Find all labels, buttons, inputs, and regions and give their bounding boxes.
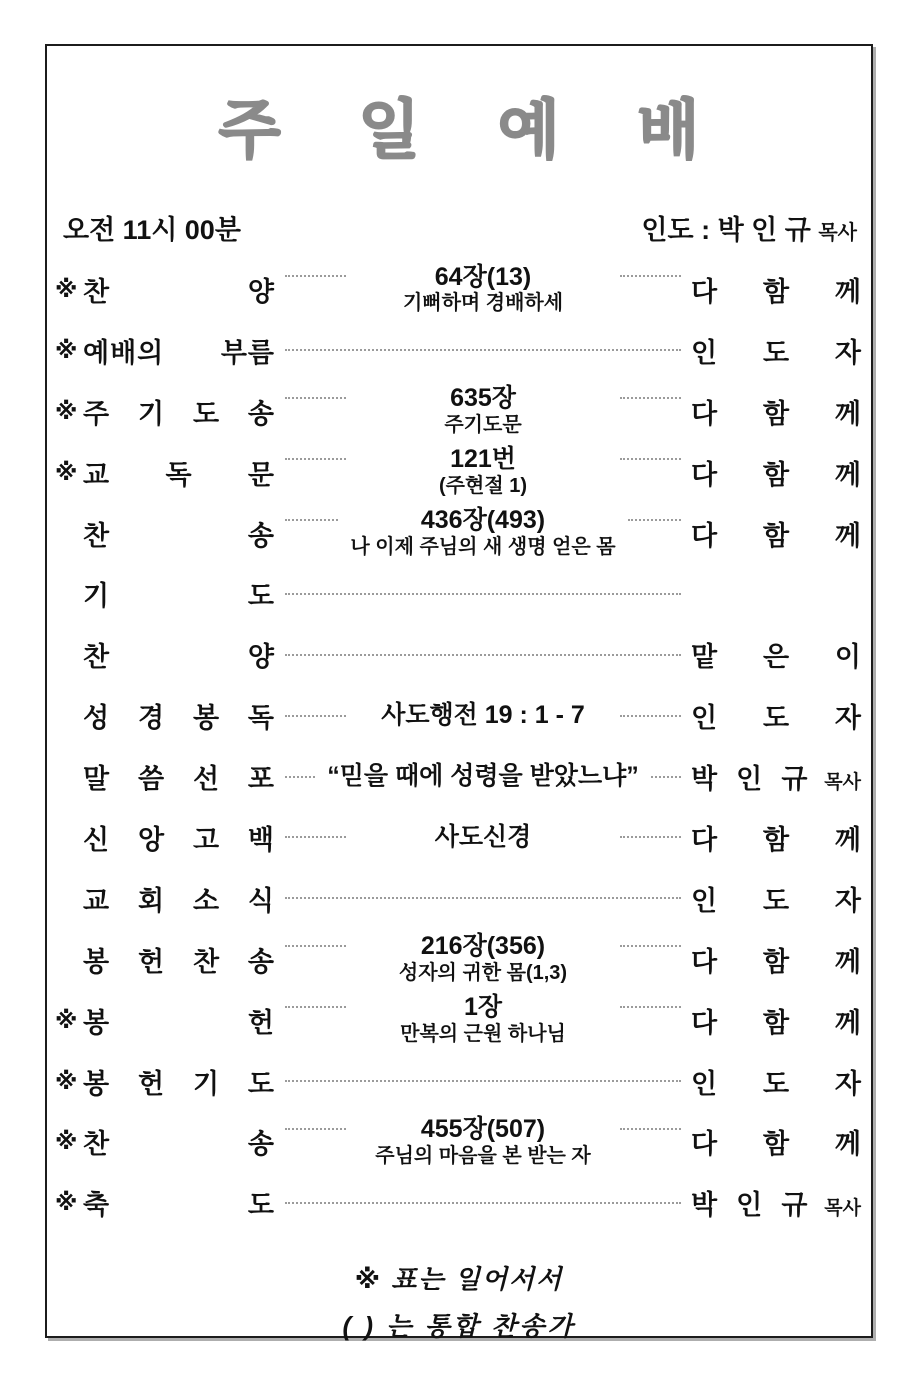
row-label: 성 경 봉 독 (83, 703, 275, 734)
row-center-subtext: 나 이제 주님의 새 생명 얻은 몸 (350, 535, 616, 558)
row-middle (275, 593, 691, 595)
standing-marker: ※ (55, 275, 78, 302)
row-center-text: 1장 (463, 993, 503, 1022)
footer-notes (47, 1259, 871, 1343)
row-label: 봉 헌 찬 송 (83, 946, 275, 977)
dotted-leader-left (285, 945, 346, 947)
order-row (51, 807, 865, 868)
service-leader (641, 208, 857, 247)
row-right-text: 다 함 께 (691, 946, 861, 977)
order-row (51, 563, 865, 624)
bulletin-page (45, 44, 873, 1342)
row-right-suffix: 목사 (807, 772, 861, 794)
row-label: 교 독 문 (83, 459, 275, 490)
row-center-text: 121번 (450, 445, 516, 474)
dotted-leader-left (285, 654, 681, 656)
service-leader-name: 인도 : 박 인 규 (641, 215, 811, 245)
order-row (51, 746, 865, 807)
dotted-leader-left (285, 593, 681, 595)
order-row (51, 259, 865, 320)
row-center-subtext: 만복의 근원 하나님 (400, 1023, 566, 1045)
row-center-block (356, 932, 610, 986)
service-leader-title: 목사 (818, 222, 857, 244)
row-label: 찬 양 (83, 276, 275, 307)
service-time: 오전 11시 00분 (63, 215, 241, 245)
dotted-leader-right (620, 715, 681, 717)
dotted-leader-right (628, 519, 681, 521)
standing-marker: ※ (55, 1128, 78, 1155)
row-center-block (356, 263, 610, 317)
order-list (51, 259, 865, 1233)
order-row (51, 1172, 865, 1233)
standing-marker: ※ (55, 397, 78, 424)
order-row (51, 381, 865, 442)
dotted-leader-right (620, 458, 681, 460)
row-right-text: 다 함 께 (691, 1129, 861, 1160)
row-label: 예배의 부름 (83, 337, 275, 368)
row-center-text: 635장 (450, 384, 516, 413)
row-label: 말 씀 선 포 (83, 764, 275, 795)
row-right (691, 514, 865, 553)
row-right-text: 인 도 자 (691, 1068, 861, 1099)
order-row (51, 503, 865, 564)
row-center-subtext: 기뻐하며 경배하세 (402, 292, 564, 315)
row-right-text: 다 함 께 (691, 824, 861, 855)
row-middle (275, 654, 691, 656)
row-middle (275, 349, 691, 351)
row-center-block (356, 384, 610, 438)
row-center-subtext: 주님의 마음을 본 받는 자 (375, 1144, 591, 1167)
row-label: 찬 송 (83, 520, 275, 551)
standing-marker: ※ (55, 336, 78, 363)
row-right-text: 다 함 께 (691, 459, 861, 490)
row-right (691, 879, 865, 918)
row-right-text: 맡 은 이 (691, 642, 861, 673)
row-right-text: 다 함 께 (691, 398, 861, 429)
row-middle (275, 263, 691, 317)
row-right (691, 331, 865, 370)
row-label: 신 앙 고 백 (83, 824, 275, 855)
row-center-subtext: 주기도문 (444, 414, 522, 437)
row-middle (275, 1080, 691, 1082)
row-center-text: “믿을 때에 성령을 받았느냐” (327, 762, 639, 791)
dotted-leader-left (285, 836, 346, 838)
dotted-leader-left (285, 1080, 681, 1082)
order-row (51, 929, 865, 990)
standing-marker: ※ (55, 458, 78, 485)
row-right (691, 1183, 865, 1222)
row-center-text: 64장(13) (434, 262, 532, 291)
order-row (51, 442, 865, 503)
dotted-leader-right (620, 836, 681, 838)
row-right-text: 다 함 께 (691, 276, 861, 307)
row-center-subtext: (주현절 1) (439, 474, 527, 497)
row-center-block (356, 445, 610, 499)
row-center-block (356, 993, 610, 1047)
order-row (51, 868, 865, 929)
row-center-text: 436장(493) (420, 506, 546, 535)
order-row (51, 990, 865, 1051)
row-middle (275, 1202, 691, 1204)
row-center-block (356, 1115, 610, 1169)
row-center-text: 216장(356) (420, 932, 546, 961)
row-right (691, 392, 865, 431)
order-row (51, 685, 865, 746)
dotted-leader-left (285, 1128, 346, 1130)
page-title: 주 일 예 배 (218, 94, 730, 166)
dotted-leader-left (285, 275, 346, 277)
row-center-text: 사도행전 19 : 1 - 7 (381, 701, 585, 730)
dotted-leader-right (620, 945, 681, 947)
dotted-leader-left (285, 458, 346, 460)
dotted-leader-left (285, 397, 346, 399)
row-label: 기 도 (83, 581, 275, 612)
row-middle (275, 993, 691, 1047)
order-row (51, 624, 865, 685)
row-right-text: 다 함 께 (691, 1007, 861, 1038)
order-row (51, 1111, 865, 1172)
row-right-text: 인 도 자 (691, 703, 861, 734)
dotted-leader-left (285, 349, 681, 351)
row-middle (275, 506, 691, 560)
row-right (691, 757, 865, 796)
row-middle (275, 823, 691, 852)
row-middle (275, 932, 691, 986)
row-right (691, 453, 865, 492)
dotted-leader-right (620, 1006, 681, 1008)
row-right (691, 1062, 865, 1101)
row-center-block (325, 762, 641, 791)
row-middle (275, 701, 691, 730)
row-label: 찬 양 (83, 642, 275, 673)
row-label: 찬 송 (83, 1129, 275, 1160)
row-label: 봉 헌 기 도 (83, 1068, 275, 1099)
row-middle (275, 445, 691, 499)
standing-marker: ※ (55, 1189, 78, 1216)
row-right (691, 696, 865, 735)
row-right (691, 270, 865, 309)
row-middle (275, 384, 691, 438)
dotted-leader-right (651, 776, 681, 778)
footer-note-standing: ※ 표는 일어서서 (354, 1264, 564, 1295)
standing-marker: ※ (55, 1067, 78, 1094)
header-line (63, 208, 857, 247)
row-label: 주 기 도 송 (83, 398, 275, 429)
row-right-text: 인 도 자 (691, 337, 861, 368)
row-label: 축 도 (83, 1190, 275, 1221)
dotted-leader-left (285, 897, 681, 899)
row-center-block (348, 506, 617, 560)
row-right (691, 940, 865, 979)
dotted-leader-right (620, 1128, 681, 1130)
row-right (691, 635, 865, 674)
row-right-text: 인 도 자 (691, 885, 861, 916)
row-right-text: 다 함 께 (691, 520, 861, 551)
row-right (691, 1122, 865, 1161)
order-row (51, 320, 865, 381)
row-center-block (356, 823, 610, 852)
row-right-text: 박 인 규 (691, 1190, 808, 1221)
row-center-text: 455장(507) (420, 1115, 546, 1144)
row-center-text: 사도신경 (434, 823, 532, 852)
standing-marker: ※ (55, 1006, 78, 1033)
row-center-block (356, 701, 610, 730)
footer-note-hymnal: ( ) 는 통합 찬송가 (342, 1311, 576, 1342)
row-right (691, 1001, 865, 1040)
dotted-leader-left (285, 1006, 346, 1008)
dotted-leader-right (620, 397, 681, 399)
row-right-text: 박 인 규 (691, 764, 808, 795)
row-right (691, 818, 865, 857)
row-middle (275, 762, 691, 791)
dotted-leader-right (620, 275, 681, 277)
dotted-leader-left (285, 776, 315, 778)
row-center-subtext: 성자의 귀한 몸(1,3) (398, 962, 568, 985)
order-row (51, 1051, 865, 1112)
row-label: 교 회 소 식 (83, 885, 275, 916)
row-middle (275, 897, 691, 899)
dotted-leader-left (285, 519, 338, 521)
row-label: 봉 헌 (83, 1007, 275, 1038)
row-middle (275, 1115, 691, 1169)
dotted-leader-left (285, 715, 346, 717)
row-right-suffix: 목사 (807, 1198, 861, 1220)
dotted-leader-left (285, 1202, 681, 1204)
